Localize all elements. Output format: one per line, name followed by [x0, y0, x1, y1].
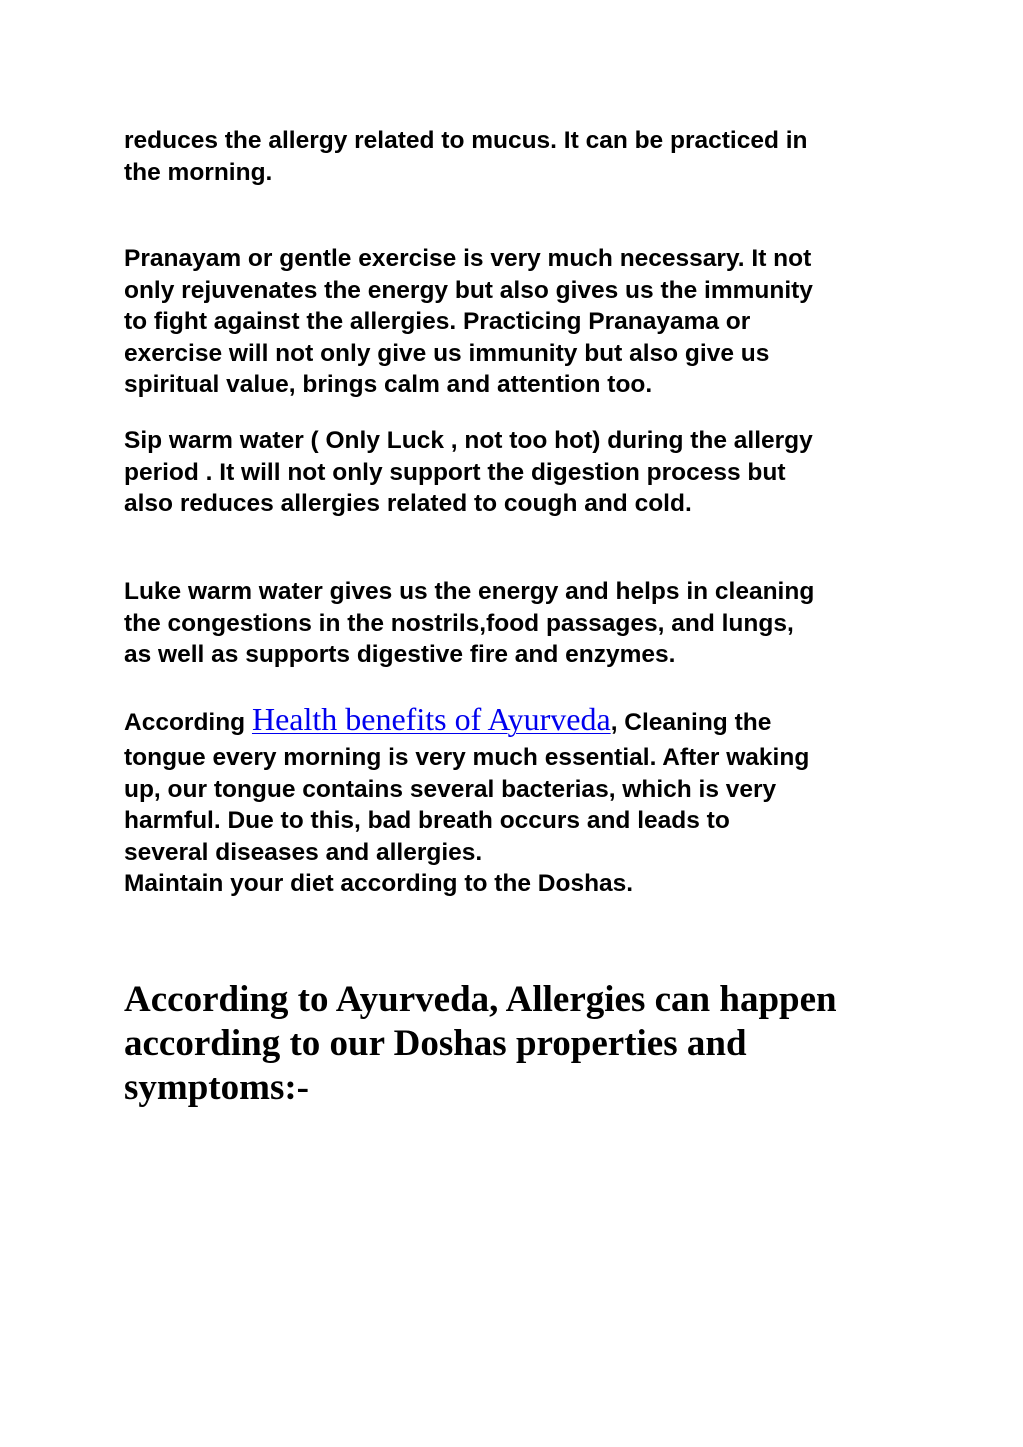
- text-line: tongue every morning is very much essential. After waking: [124, 744, 810, 771]
- heading-line: According to Ayurveda, Allergies can happen: [124, 979, 837, 1020]
- text-line: only rejuvenates the energy but also gives us the immunity: [124, 276, 813, 304]
- text-line: several diseases and allergies.: [124, 838, 483, 866]
- text-line: exercise will not only give us immunity but also give us: [124, 339, 770, 367]
- text-line: period . It will not only support the digestion process but: [124, 458, 786, 486]
- text-line: spiritual value, brings calm and attention too.: [124, 371, 653, 398]
- paragraph-pranayam: [124, 243, 914, 401]
- heading-line: symptoms:-: [124, 1067, 309, 1108]
- text-line: the morning.: [124, 158, 273, 186]
- paragraph-tongue-cleaning: [124, 700, 914, 900]
- text-line: reduces the allergy related to mucus. It can be practiced in: [124, 127, 808, 154]
- text-fragment: , Cleaning the: [610, 709, 772, 736]
- text-line: up, our tongue contains several bacterias, which is very: [124, 775, 777, 803]
- heading-line: according to our Doshas properties and: [124, 1023, 747, 1064]
- text-line: Luke warm water gives us the energy and helps in cleaning: [124, 578, 815, 605]
- paragraph-mucus-allergy: [124, 125, 914, 188]
- section-heading: [124, 978, 924, 1110]
- text-line: as well as supports digestive fire and enzymes.: [124, 641, 676, 668]
- text-line: Maintain your diet according to the Doshas.: [124, 870, 634, 897]
- text-line: also reduces allergies related to cough and cold.: [124, 490, 692, 517]
- text-line-with-link: [124, 700, 914, 742]
- text-line: Sip warm water ( Only Luck , not too hot) during the allergy: [124, 427, 813, 454]
- paragraph-luke-warm-water: [124, 576, 914, 671]
- text-fragment: According: [124, 709, 252, 736]
- health-benefits-link[interactable]: Health benefits of Ayurveda: [251, 701, 611, 737]
- text-line: the congestions in the nostrils,food passages, and lungs,: [124, 609, 794, 637]
- text-line: harmful. Due to this, bad breath occurs and leads to: [124, 807, 730, 834]
- text-line: to fight against the allergies. Practicing Pranayama or: [124, 308, 751, 335]
- text-line: Pranayam or gentle exercise is very much necessary. It not: [124, 245, 812, 272]
- paragraph-sip-warm-water: [124, 425, 914, 520]
